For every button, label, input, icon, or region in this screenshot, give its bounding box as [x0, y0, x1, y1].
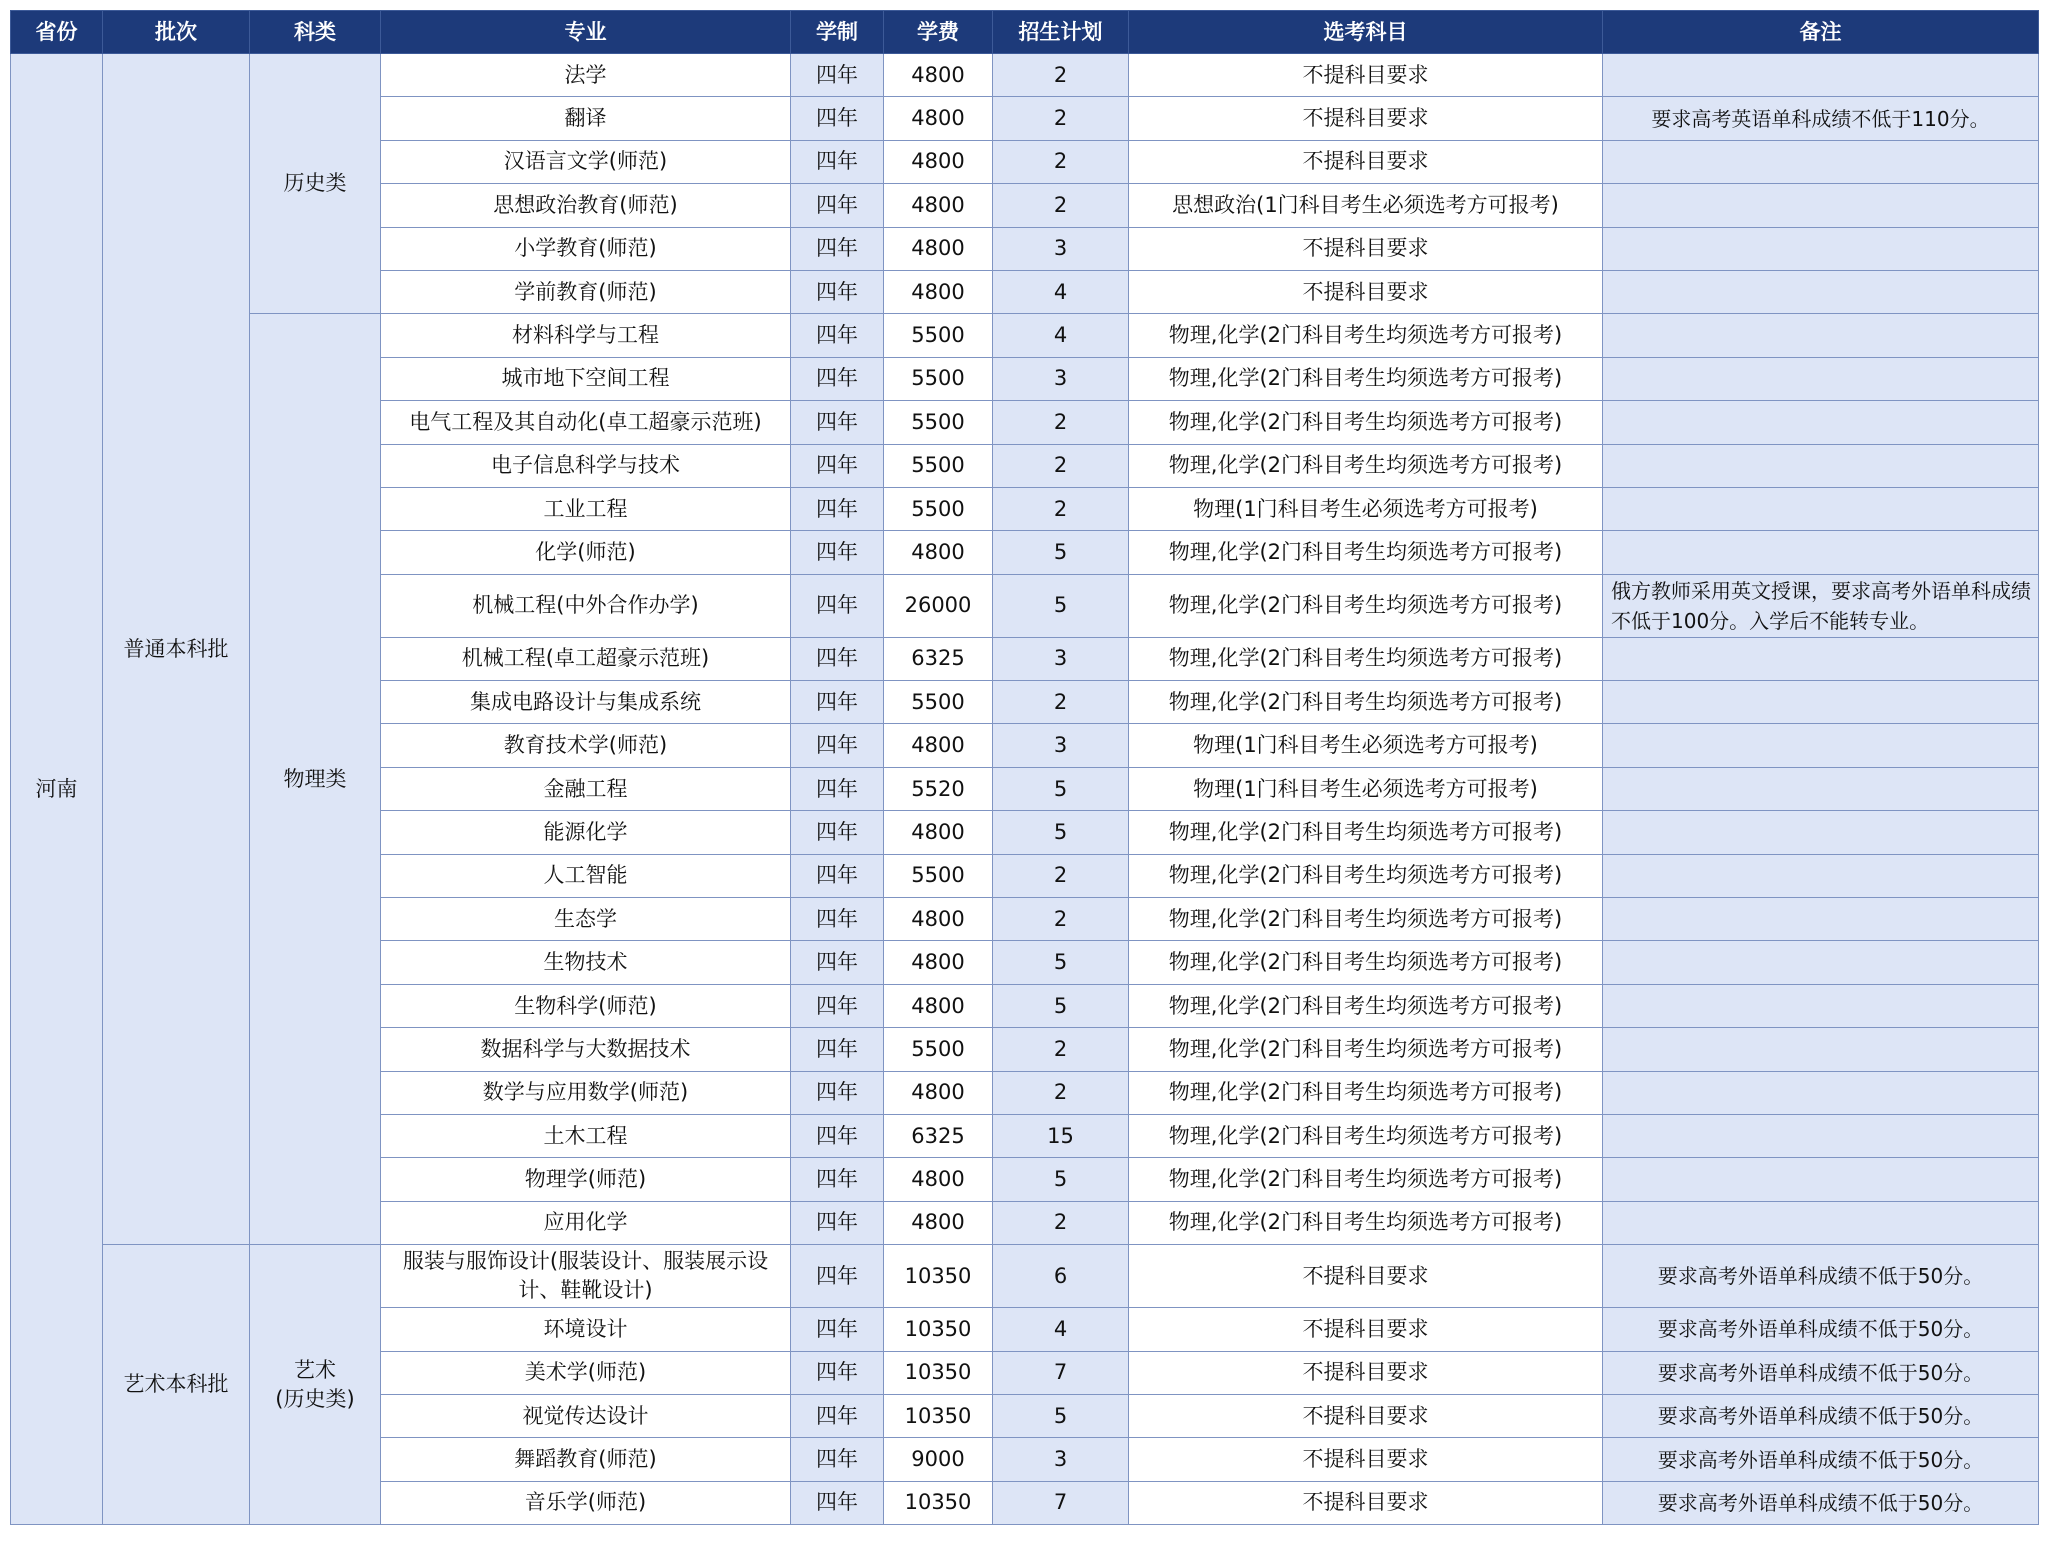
major-cell: 土木工程 [381, 1114, 791, 1157]
subjects-cell: 物理,化学(2门科目考生均须选考方可报考) [1129, 854, 1603, 897]
note-cell: 要求高考外语单科成绩不低于50分。 [1603, 1245, 2039, 1308]
plan-cell: 3 [993, 637, 1129, 680]
plan-cell: 15 [993, 1114, 1129, 1157]
major-cell: 材料科学与工程 [381, 314, 791, 357]
duration-cell: 四年 [791, 637, 884, 680]
column-header-duration: 学制 [791, 11, 884, 54]
plan-cell: 5 [993, 531, 1129, 574]
column-header-note: 备注 [1603, 11, 2039, 54]
note-cell [1603, 54, 2039, 97]
subjects-cell: 物理,化学(2门科目考生均须选考方可报考) [1129, 314, 1603, 357]
category-cell: 物理类 [250, 314, 381, 1245]
subjects-cell: 不提科目要求 [1129, 227, 1603, 270]
major-cell: 人工智能 [381, 854, 791, 897]
duration-cell: 四年 [791, 444, 884, 487]
plan-cell: 2 [993, 401, 1129, 444]
subjects-cell: 物理,化学(2门科目考生均须选考方可报考) [1129, 1028, 1603, 1071]
note-cell: 要求高考英语单科成绩不低于110分。 [1603, 97, 2039, 140]
fee-cell: 4800 [884, 1201, 993, 1244]
plan-cell: 3 [993, 227, 1129, 270]
subjects-cell: 不提科目要求 [1129, 1438, 1603, 1481]
major-cell: 电子信息科学与技术 [381, 444, 791, 487]
fee-cell: 5500 [884, 444, 993, 487]
plan-cell: 3 [993, 1438, 1129, 1481]
province-cell: 河南 [11, 54, 103, 1525]
subjects-cell: 物理,化学(2门科目考生均须选考方可报考) [1129, 681, 1603, 724]
fee-cell: 4800 [884, 140, 993, 183]
plan-cell: 2 [993, 184, 1129, 227]
plan-cell: 5 [993, 574, 1129, 637]
plan-cell: 7 [993, 1351, 1129, 1394]
subjects-cell: 物理,化学(2门科目考生均须选考方可报考) [1129, 898, 1603, 941]
duration-cell: 四年 [791, 854, 884, 897]
duration-cell: 四年 [791, 767, 884, 810]
major-cell: 学前教育(师范) [381, 270, 791, 313]
fee-cell: 6325 [884, 637, 993, 680]
batch-cell: 艺术本科批 [103, 1245, 250, 1525]
table-row [11, 54, 2039, 97]
subjects-cell: 物理,化学(2门科目考生均须选考方可报考) [1129, 1071, 1603, 1114]
column-header-batch: 批次 [103, 11, 250, 54]
fee-cell: 10350 [884, 1245, 993, 1308]
column-header-province: 省份 [11, 11, 103, 54]
subjects-cell: 物理(1门科目考生必须选考方可报考) [1129, 487, 1603, 530]
plan-cell: 5 [993, 984, 1129, 1027]
subjects-cell: 物理(1门科目考生必须选考方可报考) [1129, 724, 1603, 767]
admission-table-container [10, 10, 2038, 1525]
note-cell [1603, 444, 2039, 487]
subjects-cell: 物理,化学(2门科目考生均须选考方可报考) [1129, 357, 1603, 400]
duration-cell: 四年 [791, 898, 884, 941]
major-cell: 工业工程 [381, 487, 791, 530]
note-cell [1603, 1114, 2039, 1157]
duration-cell: 四年 [791, 1481, 884, 1524]
fee-cell: 4800 [884, 270, 993, 313]
plan-cell: 2 [993, 1071, 1129, 1114]
fee-cell: 4800 [884, 941, 993, 984]
subjects-cell: 不提科目要求 [1129, 1308, 1603, 1351]
note-cell [1603, 898, 2039, 941]
duration-cell: 四年 [791, 531, 884, 574]
major-cell: 物理学(师范) [381, 1158, 791, 1201]
subjects-cell: 不提科目要求 [1129, 54, 1603, 97]
subjects-cell: 物理,化学(2门科目考生均须选考方可报考) [1129, 941, 1603, 984]
column-header-major: 专业 [381, 11, 791, 54]
major-cell: 教育技术学(师范) [381, 724, 791, 767]
fee-cell: 4800 [884, 184, 993, 227]
duration-cell: 四年 [791, 1245, 884, 1308]
fee-cell: 5500 [884, 854, 993, 897]
plan-cell: 2 [993, 487, 1129, 530]
note-cell: 要求高考外语单科成绩不低于50分。 [1603, 1351, 2039, 1394]
fee-cell: 4800 [884, 531, 993, 574]
note-cell [1603, 1158, 2039, 1201]
major-cell: 思想政治教育(师范) [381, 184, 791, 227]
subjects-cell: 不提科目要求 [1129, 97, 1603, 140]
subjects-cell: 物理,化学(2门科目考生均须选考方可报考) [1129, 444, 1603, 487]
note-cell [1603, 357, 2039, 400]
note-cell [1603, 811, 2039, 854]
note-cell [1603, 140, 2039, 183]
category-cell: 历史类 [250, 54, 381, 314]
duration-cell: 四年 [791, 681, 884, 724]
plan-cell: 3 [993, 357, 1129, 400]
duration-cell: 四年 [791, 227, 884, 270]
duration-cell: 四年 [791, 1351, 884, 1394]
fee-cell: 4800 [884, 811, 993, 854]
fee-cell: 5500 [884, 401, 993, 444]
duration-cell: 四年 [791, 1438, 884, 1481]
plan-cell: 2 [993, 54, 1129, 97]
table-row [11, 1245, 2039, 1308]
fee-cell: 26000 [884, 574, 993, 637]
major-cell: 化学(师范) [381, 531, 791, 574]
header-row [11, 11, 2039, 54]
subjects-cell: 物理(1门科目考生必须选考方可报考) [1129, 767, 1603, 810]
note-cell [1603, 854, 2039, 897]
major-cell: 法学 [381, 54, 791, 97]
plan-cell: 5 [993, 941, 1129, 984]
column-header-category: 科类 [250, 11, 381, 54]
major-cell: 生物技术 [381, 941, 791, 984]
major-cell: 数学与应用数学(师范) [381, 1071, 791, 1114]
note-cell [1603, 487, 2039, 530]
note-cell [1603, 270, 2039, 313]
major-cell: 美术学(师范) [381, 1351, 791, 1394]
duration-cell: 四年 [791, 1158, 884, 1201]
major-cell: 电气工程及其自动化(卓工超豪示范班) [381, 401, 791, 444]
plan-cell: 5 [993, 1158, 1129, 1201]
note-cell [1603, 531, 2039, 574]
plan-cell: 5 [993, 811, 1129, 854]
fee-cell: 4800 [884, 1071, 993, 1114]
plan-cell: 2 [993, 140, 1129, 183]
major-cell: 翻译 [381, 97, 791, 140]
subjects-cell: 物理,化学(2门科目考生均须选考方可报考) [1129, 811, 1603, 854]
major-cell: 机械工程(中外合作办学) [381, 574, 791, 637]
note-cell [1603, 681, 2039, 724]
major-cell: 汉语言文学(师范) [381, 140, 791, 183]
subjects-cell: 思想政治(1门科目考生必须选考方可报考) [1129, 184, 1603, 227]
major-cell: 应用化学 [381, 1201, 791, 1244]
note-cell [1603, 1201, 2039, 1244]
note-cell [1603, 227, 2039, 270]
major-cell: 生物科学(师范) [381, 984, 791, 1027]
fee-cell: 4800 [884, 1158, 993, 1201]
subjects-cell: 物理,化学(2门科目考生均须选考方可报考) [1129, 984, 1603, 1027]
note-cell [1603, 767, 2039, 810]
subjects-cell: 物理,化学(2门科目考生均须选考方可报考) [1129, 531, 1603, 574]
duration-cell: 四年 [791, 1308, 884, 1351]
duration-cell: 四年 [791, 984, 884, 1027]
fee-cell: 4800 [884, 227, 993, 270]
duration-cell: 四年 [791, 1028, 884, 1071]
note-cell: 要求高考外语单科成绩不低于50分。 [1603, 1438, 2039, 1481]
duration-cell: 四年 [791, 140, 884, 183]
table-header [11, 11, 2039, 54]
subjects-cell: 不提科目要求 [1129, 1245, 1603, 1308]
column-header-plan: 招生计划 [993, 11, 1129, 54]
major-cell: 视觉传达设计 [381, 1394, 791, 1437]
duration-cell: 四年 [791, 54, 884, 97]
note-cell [1603, 401, 2039, 444]
fee-cell: 5500 [884, 487, 993, 530]
major-cell: 小学教育(师范) [381, 227, 791, 270]
note-cell [1603, 637, 2039, 680]
admission-plan-table [10, 10, 2039, 1525]
plan-cell: 2 [993, 681, 1129, 724]
note-cell: 要求高考外语单科成绩不低于50分。 [1603, 1394, 2039, 1437]
fee-cell: 4800 [884, 984, 993, 1027]
subjects-cell: 物理,化学(2门科目考生均须选考方可报考) [1129, 1201, 1603, 1244]
fee-cell: 9000 [884, 1438, 993, 1481]
plan-cell: 2 [993, 854, 1129, 897]
duration-cell: 四年 [791, 97, 884, 140]
major-cell: 服装与服饰设计(服装设计、服装展示设计、鞋靴设计) [381, 1245, 791, 1308]
major-cell: 能源化学 [381, 811, 791, 854]
note-cell: 俄方教师采用英文授课，要求高考外语单科成绩不低于100分。入学后不能转专业。 [1603, 574, 2039, 637]
plan-cell: 5 [993, 1394, 1129, 1437]
duration-cell: 四年 [791, 574, 884, 637]
note-cell [1603, 941, 2039, 984]
plan-cell: 4 [993, 270, 1129, 313]
fee-cell: 5500 [884, 357, 993, 400]
plan-cell: 2 [993, 97, 1129, 140]
subjects-cell: 物理,化学(2门科目考生均须选考方可报考) [1129, 1158, 1603, 1201]
note-cell [1603, 724, 2039, 767]
subjects-cell: 不提科目要求 [1129, 1394, 1603, 1437]
plan-cell: 3 [993, 724, 1129, 767]
table-row [11, 314, 2039, 357]
fee-cell: 4800 [884, 898, 993, 941]
duration-cell: 四年 [791, 270, 884, 313]
major-cell: 集成电路设计与集成系统 [381, 681, 791, 724]
plan-cell: 2 [993, 444, 1129, 487]
major-cell: 音乐学(师范) [381, 1481, 791, 1524]
duration-cell: 四年 [791, 1201, 884, 1244]
duration-cell: 四年 [791, 811, 884, 854]
plan-cell: 7 [993, 1481, 1129, 1524]
major-cell: 生态学 [381, 898, 791, 941]
plan-cell: 2 [993, 1201, 1129, 1244]
note-cell [1603, 1071, 2039, 1114]
major-cell: 环境设计 [381, 1308, 791, 1351]
column-header-fee: 学费 [884, 11, 993, 54]
duration-cell: 四年 [791, 1071, 884, 1114]
fee-cell: 10350 [884, 1308, 993, 1351]
major-cell: 舞蹈教育(师范) [381, 1438, 791, 1481]
category-cell: 艺术 (历史类) [250, 1245, 381, 1525]
fee-cell: 5520 [884, 767, 993, 810]
duration-cell: 四年 [791, 1394, 884, 1437]
fee-cell: 5500 [884, 314, 993, 357]
note-cell [1603, 1028, 2039, 1071]
column-header-subjects: 选考科目 [1129, 11, 1603, 54]
major-cell: 数据科学与大数据技术 [381, 1028, 791, 1071]
note-cell: 要求高考外语单科成绩不低于50分。 [1603, 1308, 2039, 1351]
subjects-cell: 不提科目要求 [1129, 140, 1603, 183]
note-cell [1603, 184, 2039, 227]
plan-cell: 2 [993, 1028, 1129, 1071]
table-body [11, 54, 2039, 1525]
duration-cell: 四年 [791, 357, 884, 400]
fee-cell: 6325 [884, 1114, 993, 1157]
subjects-cell: 物理,化学(2门科目考生均须选考方可报考) [1129, 637, 1603, 680]
fee-cell: 10350 [884, 1481, 993, 1524]
plan-cell: 4 [993, 1308, 1129, 1351]
fee-cell: 4800 [884, 97, 993, 140]
subjects-cell: 不提科目要求 [1129, 1351, 1603, 1394]
major-cell: 金融工程 [381, 767, 791, 810]
duration-cell: 四年 [791, 941, 884, 984]
major-cell: 机械工程(卓工超豪示范班) [381, 637, 791, 680]
major-cell: 城市地下空间工程 [381, 357, 791, 400]
fee-cell: 10350 [884, 1351, 993, 1394]
subjects-cell: 不提科目要求 [1129, 1481, 1603, 1524]
plan-cell: 6 [993, 1245, 1129, 1308]
subjects-cell: 物理,化学(2门科目考生均须选考方可报考) [1129, 574, 1603, 637]
subjects-cell: 物理,化学(2门科目考生均须选考方可报考) [1129, 401, 1603, 444]
duration-cell: 四年 [791, 724, 884, 767]
note-cell [1603, 314, 2039, 357]
fee-cell: 4800 [884, 724, 993, 767]
note-cell: 要求高考外语单科成绩不低于50分。 [1603, 1481, 2039, 1524]
fee-cell: 10350 [884, 1394, 993, 1437]
fee-cell: 5500 [884, 681, 993, 724]
duration-cell: 四年 [791, 1114, 884, 1157]
duration-cell: 四年 [791, 487, 884, 530]
subjects-cell: 不提科目要求 [1129, 270, 1603, 313]
fee-cell: 5500 [884, 1028, 993, 1071]
duration-cell: 四年 [791, 314, 884, 357]
plan-cell: 4 [993, 314, 1129, 357]
note-cell [1603, 984, 2039, 1027]
fee-cell: 4800 [884, 54, 993, 97]
batch-cell: 普通本科批 [103, 54, 250, 1245]
plan-cell: 2 [993, 898, 1129, 941]
plan-cell: 5 [993, 767, 1129, 810]
subjects-cell: 物理,化学(2门科目考生均须选考方可报考) [1129, 1114, 1603, 1157]
duration-cell: 四年 [791, 184, 884, 227]
duration-cell: 四年 [791, 401, 884, 444]
